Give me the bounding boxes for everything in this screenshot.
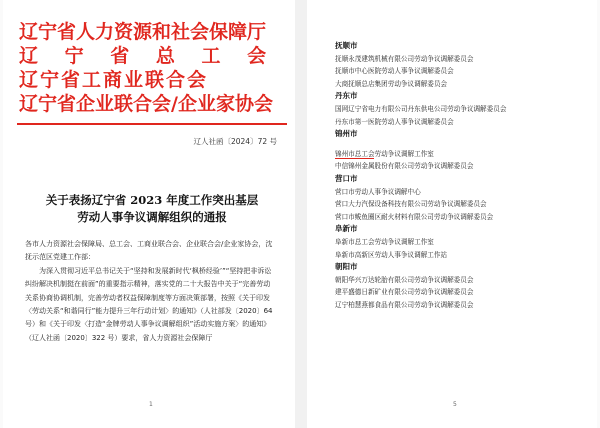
highlighted-list-item: 锦州市总工会劳动争议调解工作室 (335, 148, 434, 161)
city-group (335, 128, 585, 173)
city-heading: 抚顺市 (335, 41, 358, 50)
issuer-line: 辽宁省工商业联合会 (19, 69, 209, 91)
city-group (335, 173, 585, 223)
red-separator-rule (17, 123, 287, 125)
document-number: 辽人社函〔2024〕72 号 (193, 137, 277, 146)
list-item: 营口大力汽保设备科技有限公司劳动争议调解委员会 (335, 200, 487, 209)
issuer-header (19, 20, 287, 116)
page-number: 1 (149, 401, 153, 408)
city-heading: 锦州市 (335, 129, 358, 139)
recipients-paragraph: 各市人力资源社会保障局、总工会、工商业联合会、企业联合会/企业家协会，沈抚示范区党建工作部： (25, 240, 273, 262)
city-heading: 阜新市 (335, 224, 358, 234)
page-number: 5 (453, 401, 457, 408)
list-item: 辽宁柏慧燕都食品有限公司劳动争议调解委员会 (335, 300, 474, 309)
list-item: 抚顺永茂建筑机械有限公司劳动争议调解委员会 (335, 54, 474, 63)
issuer-line: 辽宁省人力资源和社会保障厅 (19, 21, 267, 43)
body-paragraph: 为深入贯彻习近平总书记关于“坚持和发展新时代‘枫桥经验’”“坚持把非诉讼纠纷解决机制挺在前面”的重要指示精神，落实党的二十大报告中关于“完善劳动关系协商协调机制，完善劳动者权益保障制度等方面决策部署，按照《关于印发〈劳动关系“和谐同行”能力提升三年行动计划〉的通知》（人社部发〔2020〕64 号）和《关于印发〈打造“金牌劳动人事争议调解组织”活动实施方案〉的通知》（辽人社函〔2020〕322 号）要求，省人力资源社会保障厅 (25, 266, 273, 342)
list-item: 营口市鲅鱼圈区耐火材料有限公司劳动争议调解委员会 (335, 212, 494, 221)
city-heading: 营口市 (335, 173, 358, 183)
list-item: 营口市劳动人事争议调解中心 (335, 187, 421, 196)
title-line: 劳动人事争议调解组织的通报 (77, 210, 227, 224)
list-item: 丹东市第一医院劳动人事争议调解委员会 (335, 117, 454, 126)
city-group (335, 40, 585, 90)
list-item: 阜新市高新区劳动人事争议调解工作站 (335, 250, 448, 259)
organization-list (335, 40, 585, 311)
issuer-line: 辽 宁 省 总 工 会 (19, 45, 277, 67)
right-page (307, 0, 597, 428)
city-heading: 朝阳市 (335, 262, 358, 272)
city-group (335, 90, 585, 128)
list-item: 中信锦州金属股份有限公司劳动争议调解委员会 (335, 162, 474, 171)
title-line: 关于表扬辽宁省 2023 年度工作突出基层 (45, 193, 259, 207)
list-item: 国网辽宁省电力有限公司丹东供电公司劳动争议调解委员会 (335, 104, 507, 113)
document-body (25, 238, 277, 345)
city-group (335, 223, 585, 261)
list-item: 抚顺市中心医院劳动人事争议调解委员会 (335, 67, 454, 76)
left-page (3, 0, 295, 428)
city-heading: 丹东市 (335, 91, 358, 101)
list-item: 朝阳华兴万达轮胎有限公司劳动争议调解委员会 (335, 275, 474, 284)
list-item: 大商抚顺总店集团劳动争议调解委员会 (335, 79, 448, 88)
list-item: 阜新市总工会劳动争议调解工作室 (335, 237, 434, 246)
list-item: 建平盛德日新矿业有限公司劳动争议调解委员会 (335, 288, 474, 297)
page-gutter (295, 0, 307, 428)
city-group (335, 261, 585, 311)
issuer-line: 辽宁省企业联合会/企业家协会 (19, 93, 273, 115)
document-title (23, 192, 281, 226)
